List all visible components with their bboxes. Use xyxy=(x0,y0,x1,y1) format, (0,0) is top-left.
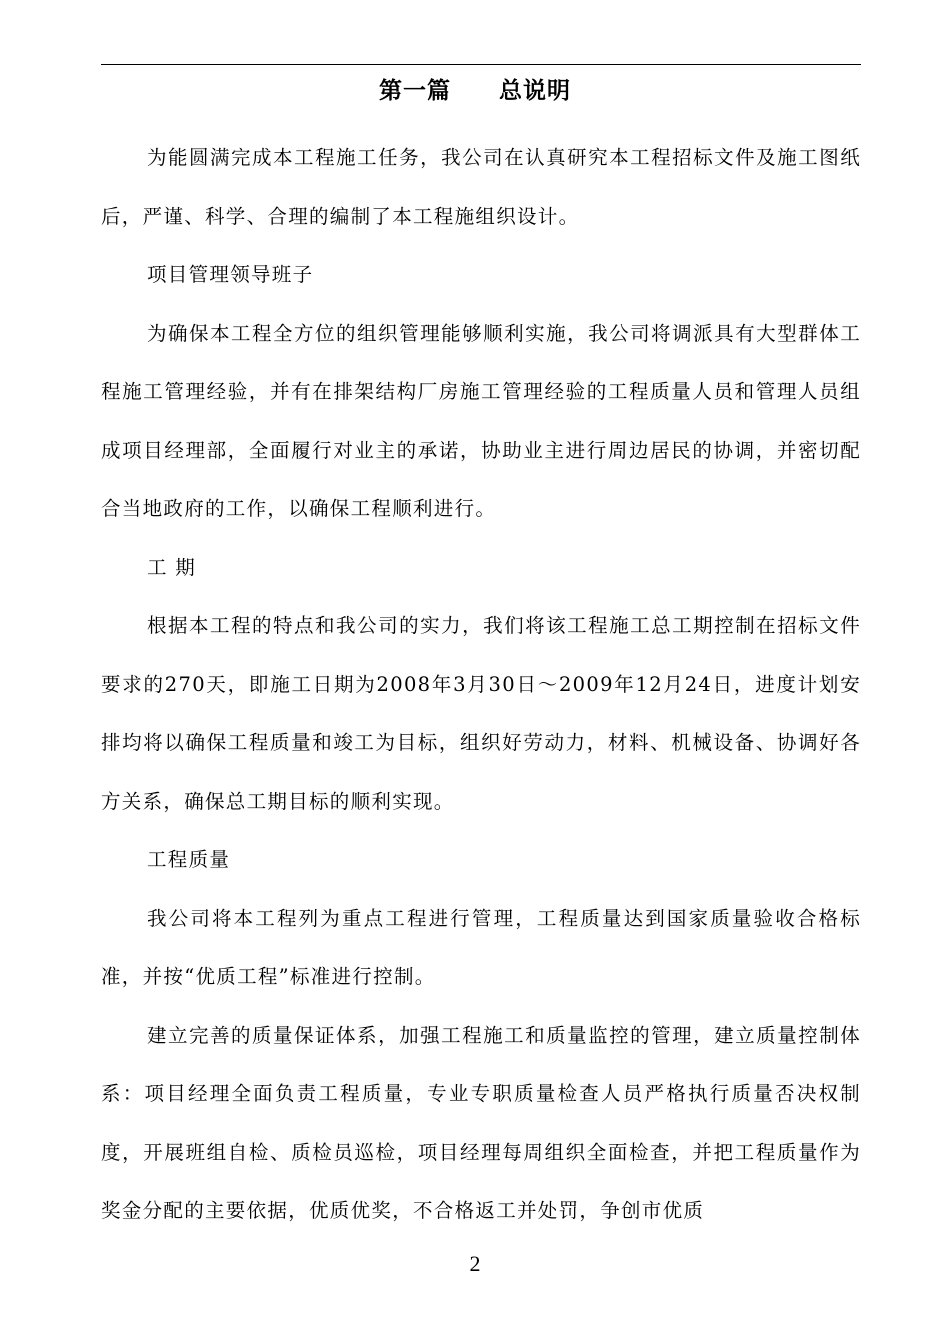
heading-project-management-team: 项目管理领导班子 xyxy=(147,263,314,286)
paragraph-schedule: 根据本工程的特点和我公司的实力，我们将该工程施工总工期控制在招标文件要求的270天，即施工日期为2008年3月30日～2009年12月24日，进度计划安排均将以确保工程质量和竣工为目标，组织好劳动力，材料、机械设备、协调好各方关系，确保总工期目标的顺利实现。 xyxy=(101,614,861,813)
heading-quality: 工程质量 xyxy=(147,848,231,871)
document-title: 第一篇 总说明 xyxy=(379,78,571,104)
document-body xyxy=(101,129,861,1241)
paragraph-quality-system: 建立完善的质量保证体系，加强工程施工和质量监控的管理，建立质量控制体系：项目经理全面负责工程质量，专业专职质量检查人员严格执行质量否决权制度，开展班组自检、质检员巡检，项目经理每周组织全面检查，并把工程质量作为奖金分配的主要依据，优质优奖，不合格返工并处罚，争创市优质 xyxy=(101,1023,861,1222)
paragraph-quality-goal: 我公司将本工程列为重点工程进行管理，工程质量达到国家质量验收合格标准，并按“优质工程”标准进行控制。 xyxy=(101,906,861,988)
heading-schedule: 工 期 xyxy=(147,555,197,579)
header-rule xyxy=(101,64,861,65)
paragraph-project-management: 为确保本工程全方位的组织管理能够顺利实施，我公司将调派具有大型群体工程施工管理经验，并有在排架结构厂房施工管理经验的工程质量人员和管理人员组成项目经理部，全面履行对业主的承诺，协助业主进行周边居民的协调，并密切配合当地政府的工作，以确保工程顺利进行。 xyxy=(101,321,861,520)
page-number: 2 xyxy=(469,1251,481,1276)
paragraph-intro: 为能圆满完成本工程施工任务，我公司在认真研究本工程招标文件及施工图纸后，严谨、科学、合理的编制了本工程施组织设计。 xyxy=(101,146,861,228)
